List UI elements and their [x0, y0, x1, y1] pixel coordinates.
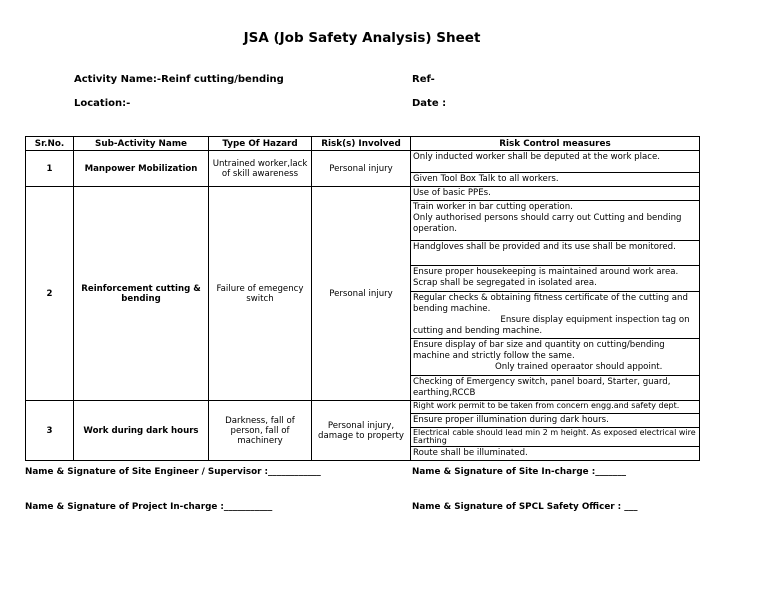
sr-no-cell: 1: [26, 151, 74, 187]
ref-label: Ref-: [412, 74, 435, 85]
risk-cell: Personal injury, damage to property: [312, 401, 411, 461]
sub-activity-cell: Manpower Mobilization: [74, 151, 209, 187]
control-measure-cell: Handgloves shall be provided and its use shall be monitored.: [411, 241, 700, 266]
control-measure-cell: Only inducted worker shall be deputed at the work place.: [411, 151, 700, 173]
project-incharge-signature: Name & Signature of Project In-charge :___________: [25, 502, 273, 512]
control-measure-cell: Given Tool Box Talk to all workers.: [411, 173, 700, 187]
location-label: Location:-: [74, 98, 131, 109]
control-measure-cell: Ensure proper illumination during dark hours.: [411, 414, 700, 428]
control-measure-cell: Ensure display of bar size and quantity on cutting/bending machine and strictly follow the same. Only trained operaator should appoint.: [411, 339, 700, 376]
sub-activity-cell: Work during dark hours: [74, 401, 209, 461]
control-measure-cell: Electrical cable should lead min 2 m height. As exposed electrical wire Earthing: [411, 428, 700, 447]
site-incharge-signature: Name & Signature of Site In-charge :_______: [412, 467, 626, 477]
table-row: [26, 401, 700, 414]
table-row: [26, 187, 700, 201]
sr-no-cell: 2: [26, 187, 74, 401]
table-row: [26, 151, 700, 173]
header-row: [26, 137, 700, 151]
header-risk: Risk(s) Involved: [312, 137, 411, 151]
sr-no-cell: 3: [26, 401, 74, 461]
hazard-cell: Failure of emegency switch: [209, 187, 312, 401]
header-sr-no: Sr.No.: [26, 137, 74, 151]
activity-name: Activity Name:-Reinf cutting/bending: [74, 74, 284, 85]
safety-officer-signature: Name & Signature of SPCL Safety Officer : ___: [412, 502, 638, 512]
hazard-cell: Untrained worker,lack of skill awareness: [209, 151, 312, 187]
sheet-title: JSA (Job Safety Analysis) Sheet: [243, 30, 481, 46]
site-engineer-signature: Name & Signature of Site Engineer / Supervisor :____________: [25, 467, 321, 477]
control-measure-cell: Regular checks & obtaining fitness certificate of the cutting and bending machine. Ensure display equipment inspection tag on cutting and bending machine.: [411, 292, 700, 339]
jsa-table: [25, 136, 700, 461]
header-control-measures: Risk Control measures: [411, 137, 700, 151]
risk-cell: Personal injury: [312, 151, 411, 187]
date-label: Date :: [412, 98, 447, 109]
control-measure-cell: Ensure proper housekeeping is maintained around work area. Scrap shall be segregated in isolated area.: [411, 266, 700, 292]
control-measure-cell: Right work permit to be taken from concern engg.and safety dept.: [411, 401, 700, 414]
control-measure-cell: Route shall be illuminated.: [411, 447, 700, 461]
risk-cell: Personal injury: [312, 187, 411, 401]
header-hazard: Type Of Hazard: [209, 137, 312, 151]
control-measure-cell: Train worker in bar cutting operation. Only authorised persons should carry out Cutting and bending operation.: [411, 201, 700, 241]
header-sub-activity: Sub-Activity Name: [74, 137, 209, 151]
sub-activity-cell: Reinforcement cutting & bending: [74, 187, 209, 401]
hazard-cell: Darkness, fall of person, fall of machinery: [209, 401, 312, 461]
control-measure-cell: Checking of Emergency switch, panel board, Starter, guard, earthing,RCCB: [411, 376, 700, 401]
control-measure-cell: Use of basic PPEs.: [411, 187, 700, 201]
